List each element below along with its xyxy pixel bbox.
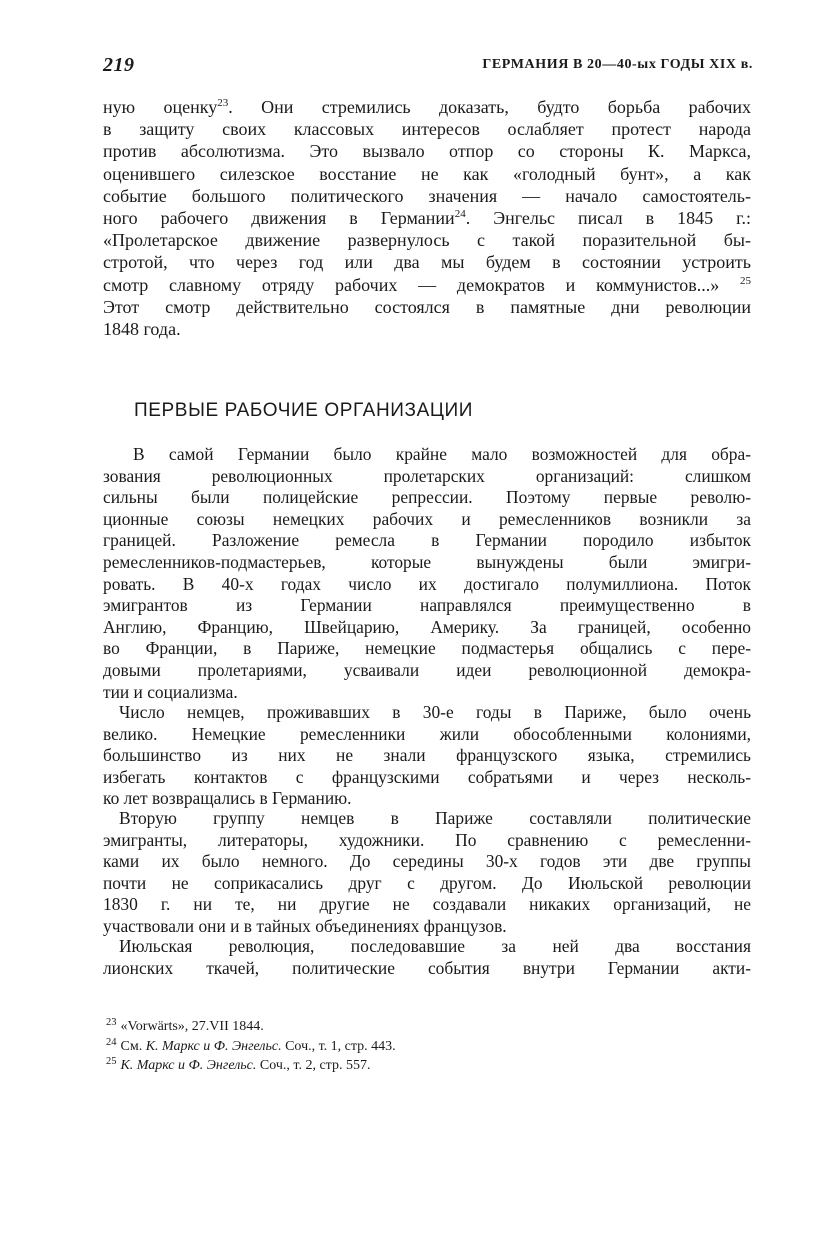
text-line: границей. Разложение ремесла в Германии породило избыток <box>103 530 751 551</box>
text-line: эмигранты, литераторы, художники. По сравнению с ремесленни- <box>103 829 751 850</box>
page-header <box>103 54 753 78</box>
text-line: избегать контактов с французскими собратьями и через несколь- <box>103 766 751 787</box>
text-line: лионских ткачей, политические события внутри Германии акти- <box>103 957 751 978</box>
paragraph <box>103 936 751 979</box>
section-heading: ПЕРВЫЕ РАБОЧИЕ ОРГАНИЗАЦИИ <box>134 400 474 421</box>
paragraph <box>103 444 751 703</box>
text-line: Вторую группу немцев в Париже составляли политические <box>119 808 751 828</box>
text-line: сильны были полицейские репрессии. Поэтому первые револю- <box>103 487 751 508</box>
paragraph <box>103 808 751 938</box>
text-line: Число немцев, проживавших в 30-е годы в Париже, было очень <box>119 702 751 722</box>
text-line: велико. Немецкие ремесленники жили обособленными колониями, <box>103 723 751 744</box>
text-line: в защиту своих классовых интересов ослабляет протест народа <box>103 119 751 140</box>
text-line: зования революционных пролетарских организаций: слишком <box>103 465 751 486</box>
text-line: участвовали они и в тайных объединениях французов. <box>103 915 507 936</box>
text-line: ками их было немного. До середины 30-х годов эти две группы <box>103 851 751 872</box>
text-line: Англию, Францию, Швейцарию, Америку. За границей, особенно <box>103 616 751 637</box>
text-line: 1848 года. <box>103 318 181 339</box>
text-line: ко лет возвращались в Германию. <box>103 788 352 809</box>
text-line: В самой Германии было крайне мало возможностей для обра- <box>133 444 751 464</box>
text-line: во Франции, в Париже, немецкие подмастерья общались с пере- <box>103 638 751 659</box>
text-line: «Пролетарское движение развернулось с такой поразительной бы- <box>103 230 751 251</box>
opening-paragraph <box>103 96 751 340</box>
text-line: довыми пролетариями, усваивали идеи революционной демокра- <box>103 659 751 680</box>
text-line: стротой, что через год или два мы будем в состоянии устроить <box>103 252 751 273</box>
text-line: ную оценку$^{23}$. Они стремились доказать, будто борьба рабочих <box>103 97 751 117</box>
running-title: ГЕРМАНИЯ В 20—40-ых ГОДЫ XIX в. <box>482 57 753 72</box>
footnote: $^{24}$ См. К. Маркс и Ф. Энгельс. Соч., т. 1, стр. 443. <box>106 1036 396 1054</box>
footnotes <box>106 1017 706 1076</box>
text-line: оценившего силезское восстание не как «голодный бунт», а как <box>103 163 751 184</box>
text-line: событие большого политического значения — начало самостоятель- <box>103 185 751 206</box>
text-line: Июльская революция, последовавшие за ней два восстания <box>119 936 751 956</box>
text-line: почти не соприкасались друг с другом. До Июльской революции <box>103 872 751 893</box>
text-line: смотр славному отряду рабочих — демократов и коммунистов...» $^{25}$ <box>103 274 751 295</box>
text-line: против абсолютизма. Это вызвало отпор со стороны К. Маркса, <box>103 141 751 162</box>
text-line: ционные союзы немецких рабочих и ремесленников возникли за <box>103 508 751 529</box>
text-line: ного рабочего движения в Германии$^{24}$. Энгельс писал в 1845 г.: <box>103 207 752 228</box>
footnote: $^{23}$ «Vorwärts», 27.VII 1844. <box>106 1017 264 1034</box>
page-number: 219 <box>103 54 135 76</box>
text-line: эмигрантов из Германии направлялся преимущественно в <box>103 595 751 616</box>
footnote: $^{25}$ К. Маркс и Ф. Энгельс. Соч., т. 2, стр. 557. <box>106 1056 371 1073</box>
text-line: тии и социализма. <box>103 681 238 702</box>
text-line: ровать. В 40-х годах число их достигало полумиллиона. Поток <box>103 573 751 594</box>
text-line: большинство из них не знали французского языка, стремились <box>103 745 751 766</box>
text-line: Этот смотр действительно состоялся в памятные дни революции <box>103 296 751 317</box>
text-line: 1830 г. ни те, ни другие не создавали никаких организаций, не <box>103 894 751 915</box>
paragraph <box>103 702 751 810</box>
text-line: ремесленников-подмастерьев, которые вынуждены были эмигри- <box>103 551 751 572</box>
